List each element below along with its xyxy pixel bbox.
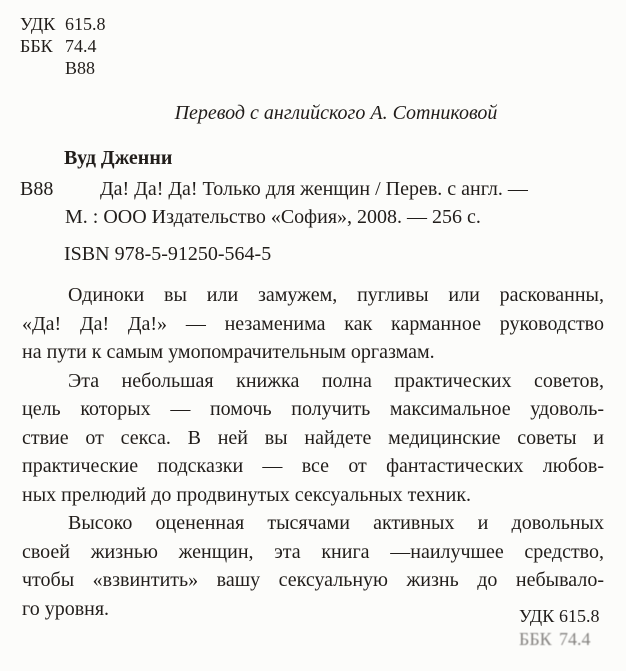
annotation-line: Одиноки вы или замужем, пугливы или раскованны,: [68, 284, 604, 306]
annotation-line: Эта небольшая книжка полна практических советов,: [68, 369, 604, 392]
bbk-value-bottom: 74.4: [559, 629, 591, 649]
annotation-line: чтобы «взвинтить» вашу сексуальную жизнь до небывало-: [22, 569, 604, 591]
udk-row-bottom: [519, 605, 600, 628]
annotation-text: [22, 281, 604, 623]
catalog-author: Вуд Дженни: [64, 147, 173, 169]
isbn-line: ISBN 978-5-91250-564-5: [64, 243, 272, 265]
catalog-entry: [20, 175, 606, 231]
udk-value-bottom: 615.8: [559, 606, 600, 626]
bbk-row: [20, 35, 106, 57]
bottom-classification-codes: [519, 605, 600, 651]
udk-label: УДК: [20, 14, 56, 34]
annotation-line: ствие от секса. В ней вы найдете медицинские советы и: [22, 426, 604, 449]
bbk-label-bottom: ББК: [519, 629, 552, 649]
catalog-imprint-line: М. : ООО Издательство «София», 2008. — 256 с.: [65, 206, 481, 228]
udk-row: [20, 13, 106, 35]
annotation-line: практические подсказки — все от фантастических любов-: [22, 455, 604, 477]
annotation-line: Высоко оцененная тысячами активных и довольных: [68, 512, 604, 534]
bbk-value: 74.4: [65, 36, 97, 56]
author-sign-row: [20, 57, 106, 79]
catalog-author-sign: В88: [20, 178, 54, 200]
catalog-title-line: Да! Да! Да! Только для женщин / Перев. с англ. —: [100, 178, 528, 200]
annotation-line: на пути к самым умопомрачительным оргазмам.: [22, 341, 435, 363]
translator-credit: Перевод с английского А. Сотниковой: [174, 102, 498, 124]
udk-value: 615.8: [65, 14, 106, 34]
bbk-row-bottom: [519, 628, 600, 651]
annotation-line: цель которых — помочь получить максимальное удоволь-: [22, 398, 604, 420]
annotation-line: го уровня.: [22, 597, 110, 620]
annotation-line: своей жизнью женщин, эта книга —наилучшее средство,: [22, 540, 604, 563]
annotation-line: ных прелюдий до продвинутых сексуальных техник.: [22, 483, 472, 506]
annotation-line: «Да! Да! Да!» — незаменима как карманное руководство: [22, 312, 604, 335]
author-sign: В88: [65, 58, 96, 78]
udk-label-bottom: УДК: [519, 606, 555, 626]
bbk-label: ББК: [20, 36, 53, 56]
top-classification-codes: [20, 13, 106, 79]
